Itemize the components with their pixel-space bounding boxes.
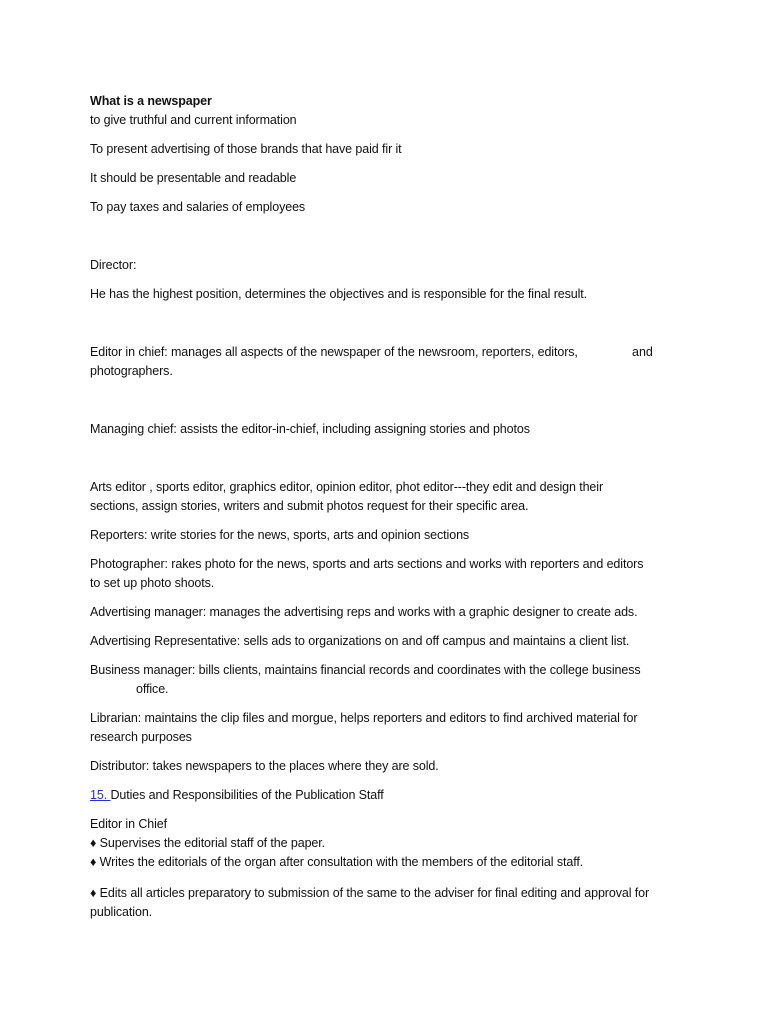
arts-editor-line1: Arts editor , sports editor, graphics editor, opinion editor, phot editor---they edit and design their (90, 480, 604, 494)
photographer-line1: Photographer: rakes photo for the news, sports and arts sections and works with reporters and editors (90, 557, 644, 571)
intro-item: It should be presentable and readable (90, 171, 297, 185)
director-label: Director: (90, 258, 137, 272)
advertising-manager-text: Advertising manager: manages the advertising reps and works with a graphic designer to create ads. (90, 605, 638, 619)
intro-item: to give truthful and current information (90, 113, 297, 127)
duty-item-line1: ♦ Edits all articles preparatory to submission of the same to the adviser for final editing and approval for (90, 886, 650, 900)
editor-in-chief-role-and: and (632, 345, 653, 359)
distributor-text: Distributor: takes newspapers to the places where they are sold. (90, 759, 439, 773)
photographer-line2: to set up photo shoots. (90, 576, 215, 590)
managing-chief-text: Managing chief: assists the editor-in-chief, including assigning stories and photos (90, 422, 530, 436)
librarian-line1: Librarian: maintains the clip files and morgue, helps reporters and editors to find archived material for (90, 711, 638, 725)
section-15-heading (90, 786, 384, 805)
reporters-text: Reporters: write stories for the news, sports, arts and opinion sections (90, 528, 470, 542)
duty-item-line2: publication. (90, 905, 153, 919)
business-manager-line1: Business manager: bills clients, maintains financial records and coordinates with the college business (90, 663, 641, 677)
duty-item: ♦ Supervises the editorial staff of the paper. (90, 836, 326, 850)
duty-item: ♦ Writes the editorials of the organ after consultation with the members of the editorial staff. (90, 855, 584, 869)
business-manager-line2: office. (136, 682, 169, 696)
director-text: He has the highest position, determines the objectives and is responsible for the final result. (90, 287, 588, 301)
section-15-link[interactable]: 15. (90, 788, 111, 802)
intro-item: To present advertising of those brands that have paid fir it (90, 142, 402, 156)
librarian-line2: research purposes (90, 730, 192, 744)
editor-in-chief-role-line1: Editor in chief: manages all aspects of the newspaper of the newsroom, reporters, editors, (90, 345, 578, 359)
advertising-rep-text: Advertising Representative: sells ads to organizations on and off campus and maintains a client list. (90, 634, 630, 648)
arts-editor-line2: sections, assign stories, writers and submit photos request for their specific area. (90, 499, 529, 513)
intro-item: To pay taxes and salaries of employees (90, 200, 306, 214)
section-15-title: Duties and Responsibilities of the Publication Staff (110, 788, 384, 802)
heading-what-is-a-newspaper: What is a newspaper (90, 94, 212, 108)
editor-in-chief-role-line2: photographers. (90, 364, 173, 378)
editor-in-chief-duties-heading: Editor in Chief (90, 817, 168, 831)
